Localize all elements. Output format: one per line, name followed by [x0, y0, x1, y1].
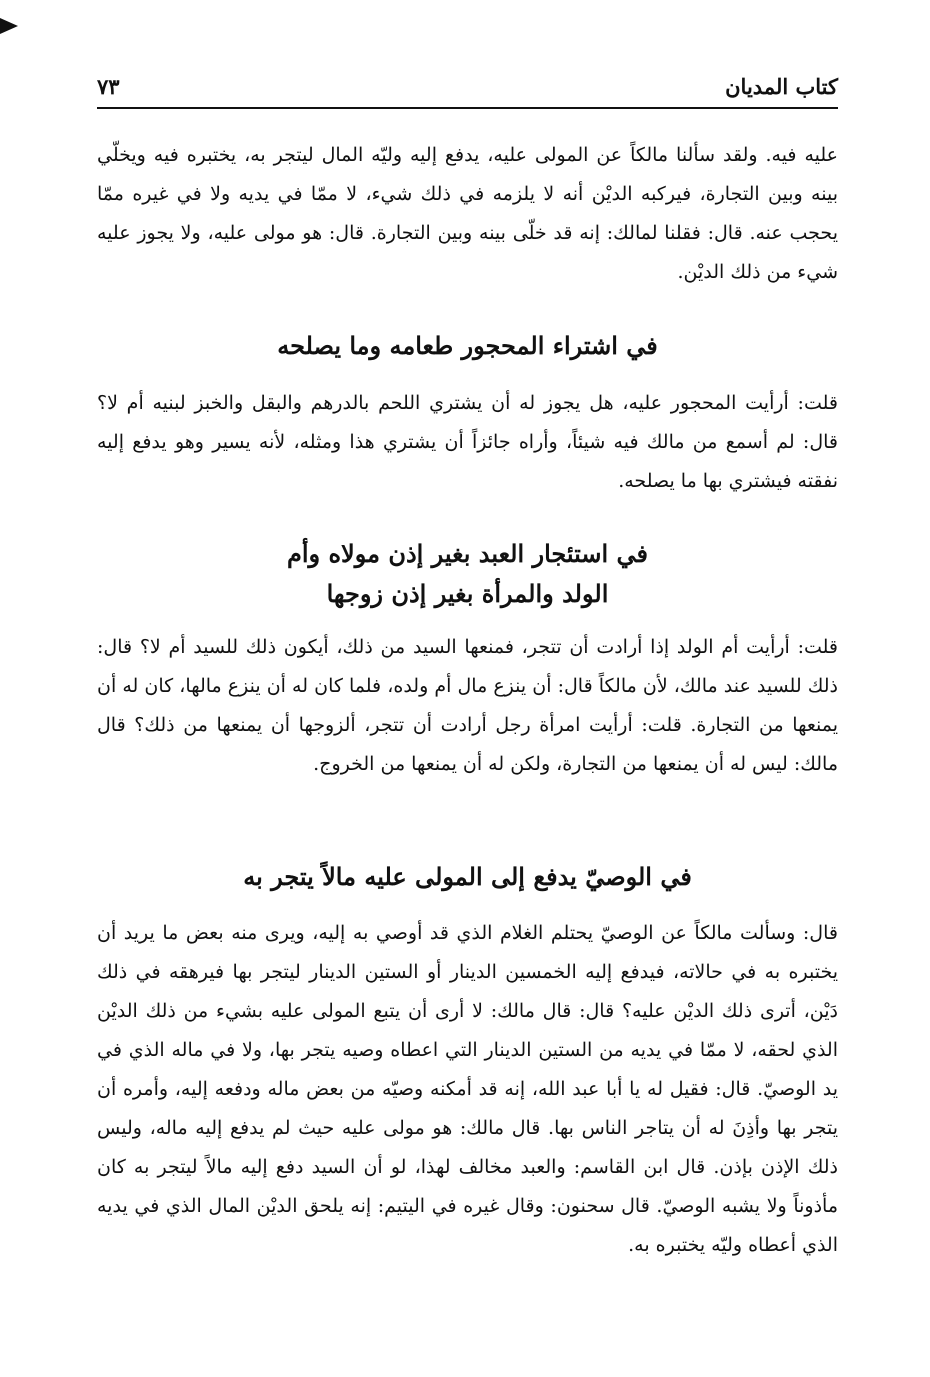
header-rule — [97, 107, 838, 109]
section-heading-2-line-1: في استئجار العبد بغير إذن مولاه وأم — [286, 539, 649, 568]
paragraph-4: قال: وسألت مالكاً عن الوصيّ يحتلم الغلام الذي قد أوصي به إليه، ويرى منه بعض ما يريد أن يختبره به في حالاته، فيدفع إليه الخمسين الدينار أو الستين الدينار ليتجر بها فيرهقه في ذلك دَيْن، أترى ذلك الديْن عليه؟ قال: قال مالك: لا أرى أن يتبع المولى عليه بشيء من ذلك الديْن الذي لحقه، لا ممّا في يديه من الستين الدينار التي اعطاه وصيه يتجر بها، ولا في ماله الذي في يد الوصيّ. قال: فقيل له يا أبا عبد الله، إنه قد أمكنه وصيّه من بعض ماله ودفعه إليه، وأمره أن يتجر بها وأذِنَ له أن يتاجر الناس بها. قال مالك: هو مولى عليه حيث لم يدفع إليه ماله، وليس ذلك الإذن بإذن. قال ابن القاسم: والعبد مخالف لهذا، لو أن السيد دفع إليه مالاً ليتجر به كان مأذوناً ولا يشبه الوصيّ. قال سحنون: وقال غيره في اليتيم: إنه يلحق الديْن المال الذي في يديه الذي أعطاه وليّه يختبره به. — [97, 922, 838, 1256]
paragraph-1: عليه فيه. ولقد سألنا مالكاً عن المولى عليه، يدفع إليه وليّه المال ليتجر به، يختبره فيه ويخلّي بينه وبين التجارة، فيركبه الديْن أنه لا يلزمه في ذلك شيء، لا ممّا في يديه ولا في غيره ممّا يحجب عنه. قال: فقلنا لمالك: إنه قد خلّى بينه وبين التجارة. قال: هو مولى عليه، ولا يجوز عليه شيء من ذلك الديْن. — [97, 144, 838, 283]
paragraph-3: قلت: أرأيت أم الولد إذا أرادت أن تتجر، فمنعها السيد من ذلك، أيكون ذلك للسيد أم لا؟ قال: ذلك للسيد عند مالك، لأن مالكاً قال: أن ينزع مال أم ولده، فلما كان له أن ينزع مالها، كان له أن يمنعها من التجارة. قلت: أرأيت امرأة رجل أرادت أن تتجر، ألزوجها أن يمنعها من ذلك؟ قال مالك: ليس له أن يمنعها من التجارة، ولكن له أن يمنعها من الخروج. — [97, 636, 838, 775]
running-head — [97, 74, 838, 108]
section-heading-3: في الوصيّ يدفع إلى المولى عليه مالاً يتجر به — [243, 862, 692, 891]
paragraph-2: قلت: أرأيت المحجور عليه، هل يجوز له أن يشتري اللحم بالدرهم والبقل والخبز لبنيه أم لا؟ قال: لم أسمع من مالك فيه شيئاً، وأراه جائزاً أن يشتري هذا ومثله، لأنه يسير وهو يدفع إليه نفقته فيشتري بها ما يصلحه. — [97, 392, 838, 492]
section-heading-2-line-2: الولد والمرأة بغير إذن زوجها — [326, 579, 609, 608]
section-heading-1: في اشتراء المحجور طعامه وما يصلحه — [277, 331, 658, 360]
corner-mark — [0, 18, 18, 34]
page-number: ٧٣ — [97, 74, 120, 99]
section-heading-2 — [97, 534, 838, 614]
book-title: كتاب المديان — [725, 74, 838, 99]
